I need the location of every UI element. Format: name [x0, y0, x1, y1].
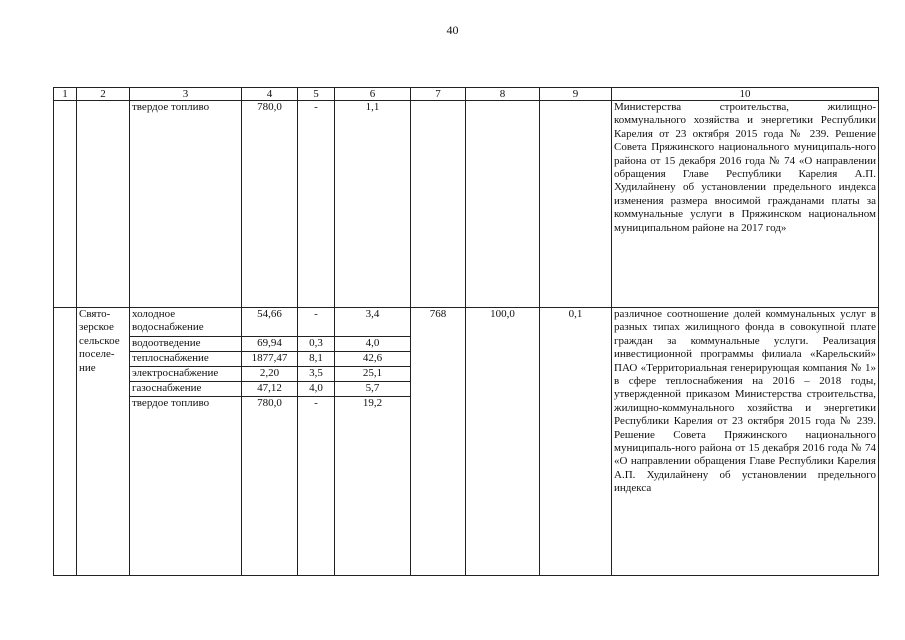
col6-item: 42,6 [335, 352, 410, 367]
header-cell: 1 [54, 88, 77, 101]
tariff-item: 1877,47 [242, 352, 297, 367]
row-number-cell [54, 101, 77, 308]
header-cell: 9 [540, 88, 612, 101]
col6-item: 25,1 [335, 367, 410, 382]
col6-cell: 1,1 [335, 101, 411, 308]
col6-item: 3,4 [335, 308, 410, 337]
col6-item: 19,2 [362, 397, 383, 409]
service-item: теплоснабжение [130, 352, 241, 367]
service-item: водоотведение [130, 337, 241, 352]
col6-item: 5,7 [335, 382, 410, 397]
service-item: электроснабжение [130, 367, 241, 382]
justification-cell: Министерства строительства, жилищно-коммунального хозяйства и энергетики Республики Карелия от 23 октября 2015 года № 239. Решение Совета Пряжинского национального муниципаль-ного района от 15 декабря 2016 года № 74 «О направлении обращения Главе Республики Карелия А.П. Худилайнену об установлении предельного индекса изменения размера вносимой гражданами платы за коммунальные услуги в Пряжинском национальном муниципальном районе на 2017 год» [612, 101, 879, 308]
header-cell: 8 [466, 88, 540, 101]
header-cell: 4 [242, 88, 298, 101]
table-row [54, 308, 879, 576]
header-cell: 3 [130, 88, 242, 101]
service-list-cell [130, 308, 242, 576]
service-item: газоснабжение [130, 382, 241, 397]
tariff-list-cell [242, 308, 298, 576]
tariff-item: 2,20 [242, 367, 297, 382]
col8-cell: 100,0 [466, 308, 540, 576]
service-item: холодное водоснабжение [130, 308, 241, 337]
col5-item: 0,3 [298, 337, 334, 352]
header-cell: 5 [298, 88, 335, 101]
justification-cell: различное соотношение долей коммунальных услуг в разных типах жилищного фонда в совокупной плате граждан за коммунальные услуги. Реализация инвестиционной программы филиала «Карельский» ПАО «Территориальная генерирующая компания № 1» в сфере теплоснабжения на 2016 – 2018 годы, утвержденной приказом Министерства строительства, жилищно-коммунального хозяйства и энергетики Республики Карелия от 23 октября 2015 года № 239. Решение Совета Пряжинского национального муниципаль-ного района от 15 декабря 2016 года № 74 «О направлении обращения Главе Республики Карелия А.П. Худилайнену об установлении предельного индекса [612, 308, 879, 576]
tariff-cell: 780,0 [242, 101, 298, 308]
tariff-table [53, 87, 879, 576]
col7-cell [411, 101, 466, 308]
col5-item: 4,0 [298, 382, 334, 397]
tariff-item: 47,12 [242, 382, 297, 397]
tariff-item: 69,94 [242, 337, 297, 352]
settlement-cell: Свято-зерское сельское поселе-ние [77, 308, 130, 576]
header-cell: 2 [77, 88, 130, 101]
col8-cell [466, 101, 540, 308]
col5-item: - [298, 308, 334, 337]
header-cell: 10 [612, 88, 879, 101]
settlement-cell [77, 101, 130, 308]
tariff-item: 54,66 [242, 308, 297, 337]
col9-cell [540, 101, 612, 308]
header-cell: 6 [335, 88, 411, 101]
col6-list-cell [335, 308, 411, 576]
col5-item: 3,5 [298, 367, 334, 382]
col6-item: 4,0 [335, 337, 410, 352]
col5-item: - [314, 397, 318, 409]
header-row [54, 88, 879, 101]
page-number: 40 [446, 23, 459, 37]
col5-cell: - [298, 101, 335, 308]
header-cell: 7 [411, 88, 466, 101]
table-row [54, 101, 879, 308]
col5-list-cell [298, 308, 335, 576]
col5-item: 8,1 [298, 352, 334, 367]
service-cell: твердое топливо [130, 101, 242, 308]
row-number-cell [54, 308, 77, 576]
tariff-item: 780,0 [257, 397, 282, 409]
service-item: твердое топливо [132, 397, 210, 409]
col7-cell: 768 [411, 308, 466, 576]
col9-cell: 0,1 [540, 308, 612, 576]
